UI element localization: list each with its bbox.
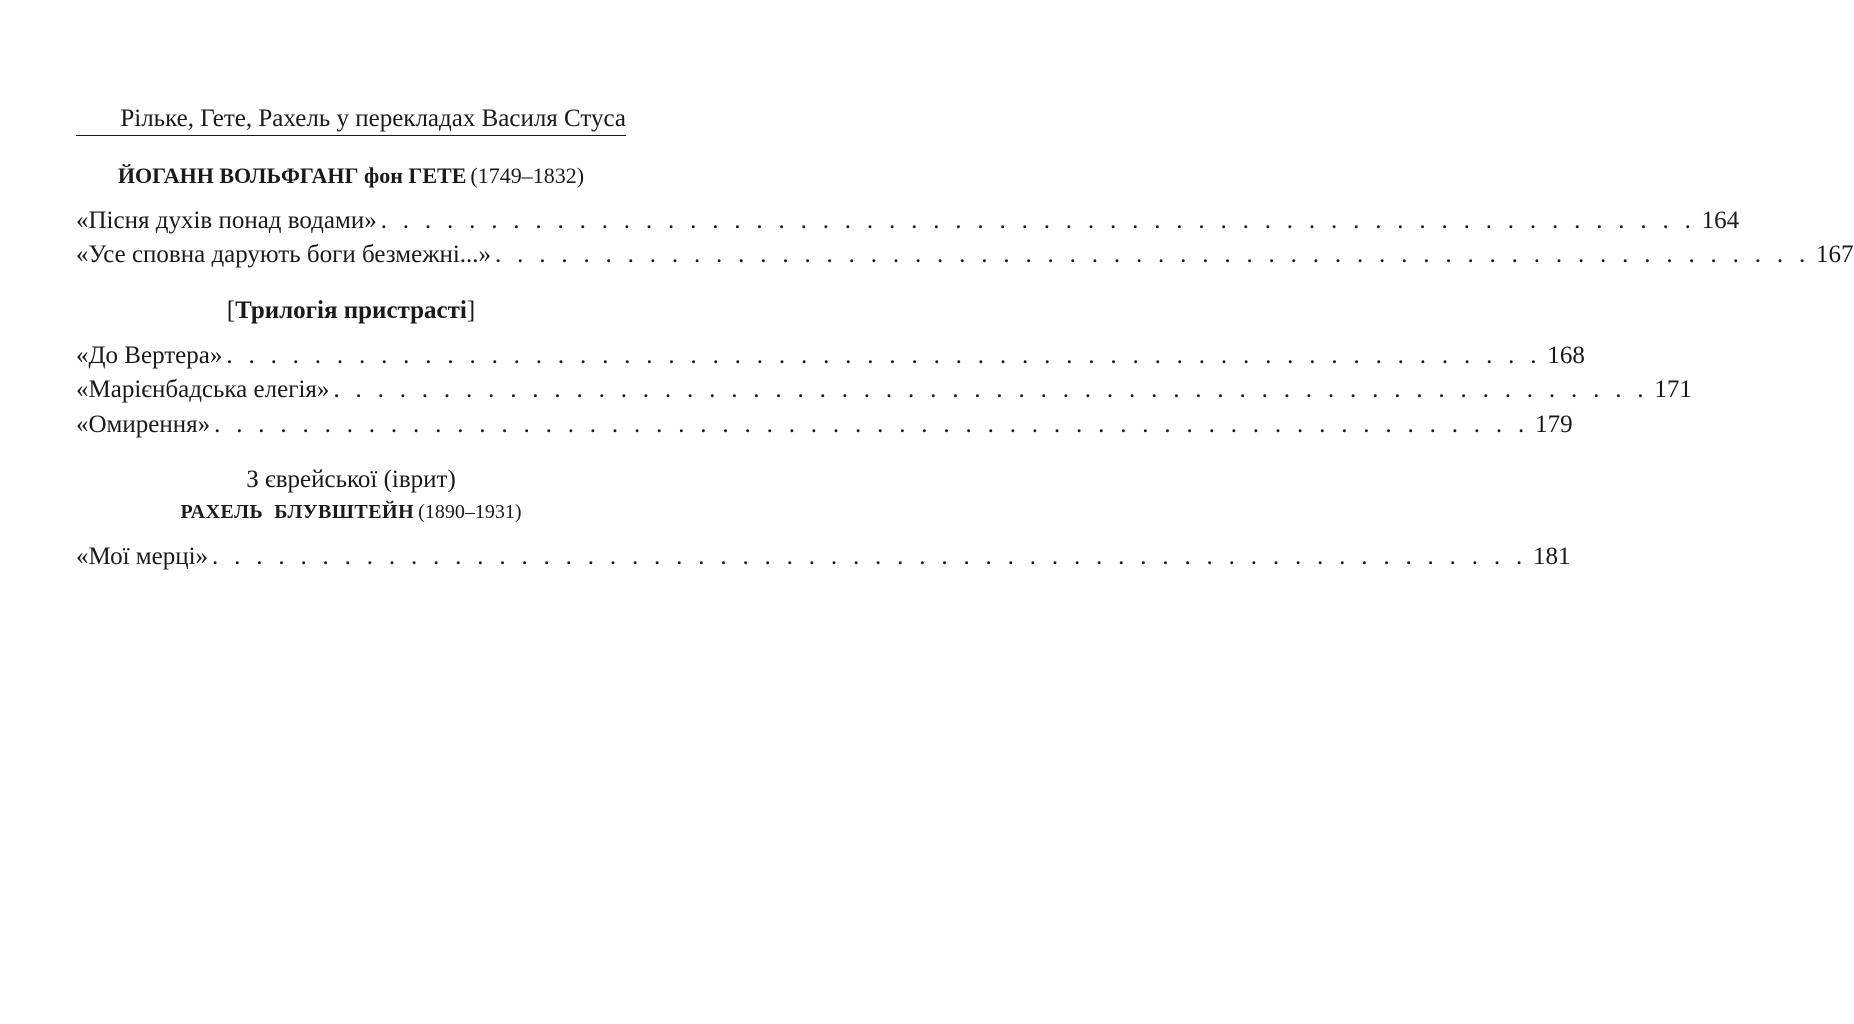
toc-leader-dots: . . . . . . . . . . . . . . . . . . . . . . . . . . . . . . . . . . . . . . . . . . . . . . . . . . . . . . . . . . . .	[380, 207, 1696, 234]
toc-leader-dots: . . . . . . . . . . . . . . . . . . . . . . . . . . . . . . . . . . . . . . . . . . . . . . . . . . . . . . . . . . . .	[333, 376, 1649, 403]
toc-entry-title: «Мої мерці»	[76, 543, 209, 570]
author-years: (1749–1832)	[470, 163, 585, 188]
document-page	[76, 0, 1854, 1024]
toc-entry-page: 179	[1535, 411, 1573, 438]
toc-leader-dots: . . . . . . . . . . . . . . . . . . . . . . . . . . . . . . . . . . . . . . . . . . . . . . . . . . . . . . . . . . . .	[212, 543, 1527, 570]
running-head: Рільке, Гете, Рахель у перекладах Василя Стуса	[120, 105, 626, 132]
toc-entry-title: «Марієнбадська елегія»	[76, 376, 330, 403]
author-name: РАХЕЛЬ БЛУВШТЕЙН	[180, 501, 415, 523]
toc-entry[interactable]	[76, 238, 1854, 272]
cycle-bracket-open: [	[226, 297, 236, 324]
toc-entry-page: 171	[1654, 376, 1692, 403]
header-rule	[76, 135, 626, 136]
toc-entry[interactable]	[76, 204, 1740, 238]
toc-leader-dots: . . . . . . . . . . . . . . . . . . . . . . . . . . . . . . . . . . . . . . . . . . . . . . . . . . . . . . . . . . . .	[226, 342, 1542, 369]
toc-leader-dots: . . . . . . . . . . . . . . . . . . . . . . . . . . . . . . . . . . . . . . . . . . . . . . . . . . . . . . . . . . . .	[495, 241, 1810, 268]
toc-entry-title: «Омирення»	[76, 411, 211, 438]
author-heading-rachel	[76, 497, 626, 529]
toc-leader-dots: . . . . . . . . . . . . . . . . . . . . . . . . . . . . . . . . . . . . . . . . . . . . . . . . . . . . . . . . . . . .	[214, 411, 1530, 438]
cycle-bracket-close: ]	[466, 297, 476, 324]
author-heading-goethe	[76, 160, 626, 195]
toc-entry-page: 164	[1701, 207, 1740, 234]
toc-entry-page: 181	[1533, 543, 1571, 570]
toc-entry-page: 168	[1547, 342, 1585, 369]
cycle-title: Трилогія пристрасті	[235, 297, 467, 324]
language-heading: З єврейської (іврит)	[246, 466, 456, 493]
toc-entry[interactable]	[76, 373, 1692, 407]
toc-entry-title: «Пісня духів понад водами»	[76, 207, 377, 234]
toc-entry[interactable]	[76, 339, 1585, 373]
author-name: ЙОГАНН ВОЛЬФГАНГ фон ГЕТЕ	[117, 163, 467, 188]
cycle-heading	[76, 294, 626, 328]
toc-entry[interactable]	[76, 408, 1573, 442]
toc-entry-title: «Усе сповна дарують боги безмежні...»	[76, 241, 492, 268]
toc-entry[interactable]	[76, 540, 1571, 574]
toc-entry-page: 167	[1816, 241, 1854, 268]
toc-entry-title: «До Вертера»	[76, 342, 223, 369]
author-years: (1890–1931)	[418, 501, 522, 523]
